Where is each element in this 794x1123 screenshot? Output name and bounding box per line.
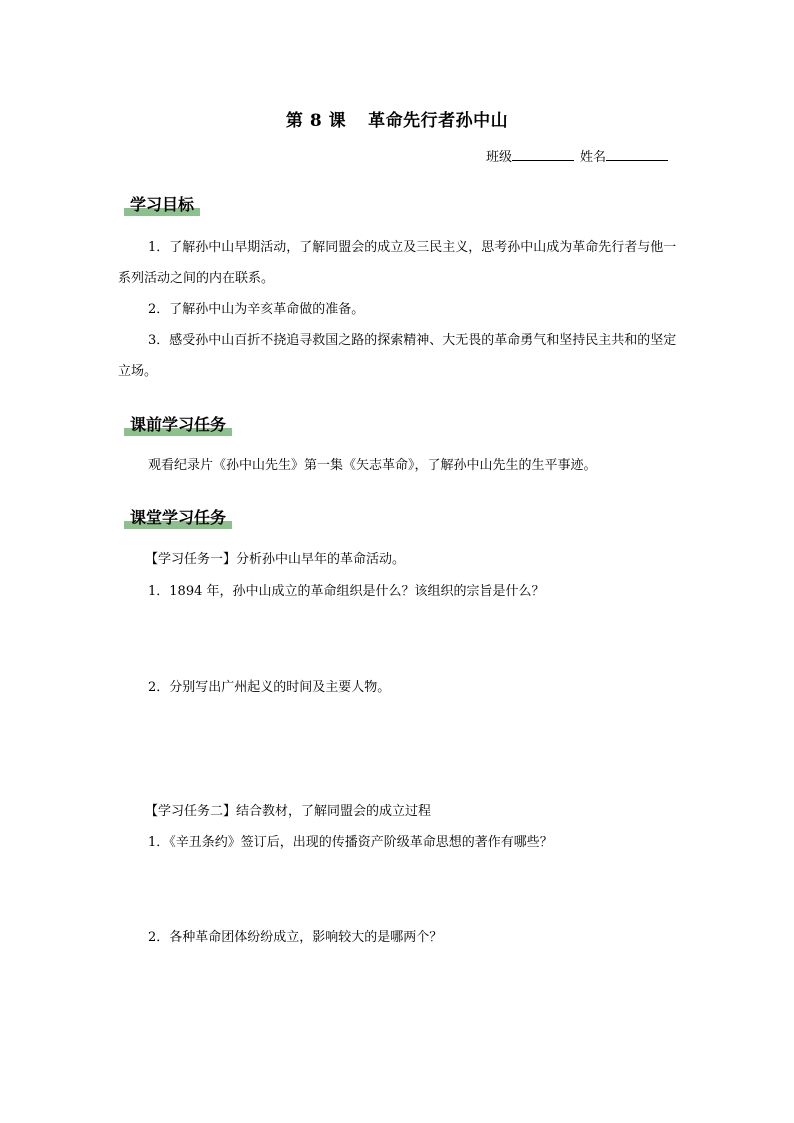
task1-question-2: 2．分别写出广州起义的时间及主要人物。: [148, 680, 391, 695]
pre-class-task: 观看纪录片《孙中山先生》第一集《矢志革命》，了解孙中山先生的生平事迹。: [148, 458, 597, 473]
lesson-name: 革命先行者孙中山: [368, 111, 509, 131]
objective-3: 3．感受孙中山百折不挠追寻救国之路的探索精神、大无畏的革命勇气和坚持民主共和的坚定立场。: [118, 333, 677, 379]
task2-question-1: 1．《辛丑条约》签订后，出现的传播资产阶级革命思想的著作有哪些？: [148, 835, 553, 850]
task1-question-1: 1．1894 年，孙中山成立的革命组织是什么？该组织的宗旨是什么？: [148, 584, 545, 599]
page-title: [0, 106, 794, 131]
task2-label: 【学习任务二】结合教材，了解同盟会的成立过程: [145, 804, 432, 819]
task2-question-2: 2．各种革命团体纷纷成立，影响较大的是哪两个？: [148, 930, 443, 945]
name-label: 姓名: [580, 150, 607, 165]
task1-label: 【学习任务一】分析孙中山早年的革命活动。: [145, 552, 406, 567]
name-blank[interactable]: [606, 148, 668, 161]
objectives-heading: 学习目标: [124, 192, 200, 214]
objective-2: 2．了解孙中山为辛亥革命做的准备。: [148, 302, 365, 317]
pre-class-heading: 课前学习任务: [124, 412, 232, 434]
class-blank[interactable]: [512, 148, 574, 161]
objective-1: 1．了解孙中山早期活动，了解同盟会的成立及三民主义，思考孙中山成为革命先行者与他一系列活动之间的内在联系。: [118, 240, 677, 286]
in-class-heading: 课堂学习任务: [124, 505, 232, 527]
lesson-number: 第 8 课: [285, 111, 347, 131]
student-info: [486, 146, 686, 165]
class-label: 班级: [486, 150, 513, 165]
